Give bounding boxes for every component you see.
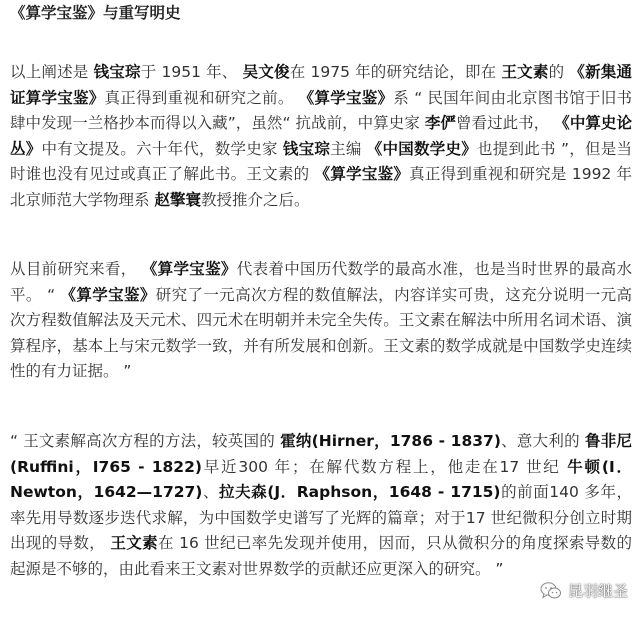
text-span: 教授推介之后。 <box>200 190 310 209</box>
text-span: 在 16 世纪已率先发现并使用，因而，只从微积分的角度探索导数的起源是不够的，由此看来王文素对世界数学的贡献还应更深入的研究。 ” <box>10 534 632 578</box>
paragraph-3 <box>10 429 632 582</box>
bold-term: 拉夫森(J．Raphson，1648 - 1715) <box>219 483 501 501</box>
bold-term: 鲁非尼(Ruffini，I765 - 1822) <box>10 432 633 476</box>
bold-term: 《中算史论丛》 <box>10 114 632 158</box>
text-span: 系 “ 民国年间由北京图书馆于旧书肆中发现一兰格抄本而得以入藏”，虽然“ 抗战前，中算史家 <box>10 88 632 132</box>
text-span: 中有文提及。六十年代，数学史家 <box>41 139 283 158</box>
bold-term: 王文素 <box>501 63 549 81</box>
text-span: 、 <box>202 483 220 501</box>
bold-term: 牛顿(I．Newton，1642—1727) <box>10 457 633 501</box>
page-title: 《算学宝鉴》与重写明史 <box>10 4 181 22</box>
text-span: “ 王文素解高次方程的方法，较英国的 <box>10 432 281 450</box>
bold-term: 钱宝琮 <box>93 63 141 81</box>
text-span: 主编 <box>330 139 367 158</box>
text-span: 真正得到重视和研究之前。 <box>104 88 299 107</box>
wechat-icon <box>540 581 562 601</box>
paragraph-2 <box>10 257 632 385</box>
text-span: 真正得到重视和研究是 1992 年北京师范大学物理系 <box>10 165 632 209</box>
bold-term: 《算学宝鉴》 <box>314 165 410 183</box>
text-span: 也提到此书 ”，但是当时谁也没有见过或真正了解此书。王文素的 <box>10 139 632 183</box>
text-span: 的 <box>548 63 570 81</box>
text-span: 早近300 年；在解代数方程上，他走在17 世纪 <box>201 457 568 476</box>
text-span: 的前面140 多年，率先用导数逐步迭代求解，为中国数学史谱写了光辉的篇章；对于17 世纪微积分创立时期出现的导数， <box>10 483 633 552</box>
bold-term: 《算学宝鉴》 <box>60 285 156 304</box>
bold-term: 霍纳(Hirner，1786 - 1837) <box>280 432 501 450</box>
watermark-text: 昆羽继圣 <box>567 582 628 600</box>
bold-term: 钱宝琮 <box>282 139 331 158</box>
text-span: 以上阐述是 <box>10 63 94 81</box>
bold-term: 《算学宝鉴》 <box>298 88 394 107</box>
bold-term: 《新集通证算学宝鉴》 <box>10 63 632 107</box>
paragraph-1 <box>10 60 632 213</box>
bold-term: 王文素 <box>110 534 159 552</box>
text-span: 于 1951 年、 <box>140 63 243 81</box>
text-span: 、意大利的 <box>500 432 586 450</box>
text-span: 代表着中国历代数学的最高水准，也是当时世界的最高水平。 “ <box>10 260 632 304</box>
text-span: 在 1975 年的研究结论，即在 <box>289 63 502 81</box>
bold-term: 赵擎寰 <box>154 190 201 209</box>
bold-term: 李俨 <box>424 114 456 132</box>
bold-term: 《算学宝鉴》 <box>141 260 237 278</box>
text-span: 从目前研究来看， <box>10 260 142 278</box>
watermark <box>540 580 628 601</box>
bold-term: 《中国数学史》 <box>366 139 478 158</box>
text-span: 曾看过此书， <box>455 114 555 132</box>
bold-term: 吴文俊 <box>242 63 290 81</box>
text-span: 研究了一元高次方程的数值解法，内容详实可贵，这充分说明一元高次方程数值解法及天元术、四元术在明朝并未完全失传。王文素在解法中所用名词术语、演算程序，基本上与宋元数学一致，并有所发展和创新。王文素的数学成就是中国数学史连续性的有力证据。 ” <box>10 285 632 380</box>
